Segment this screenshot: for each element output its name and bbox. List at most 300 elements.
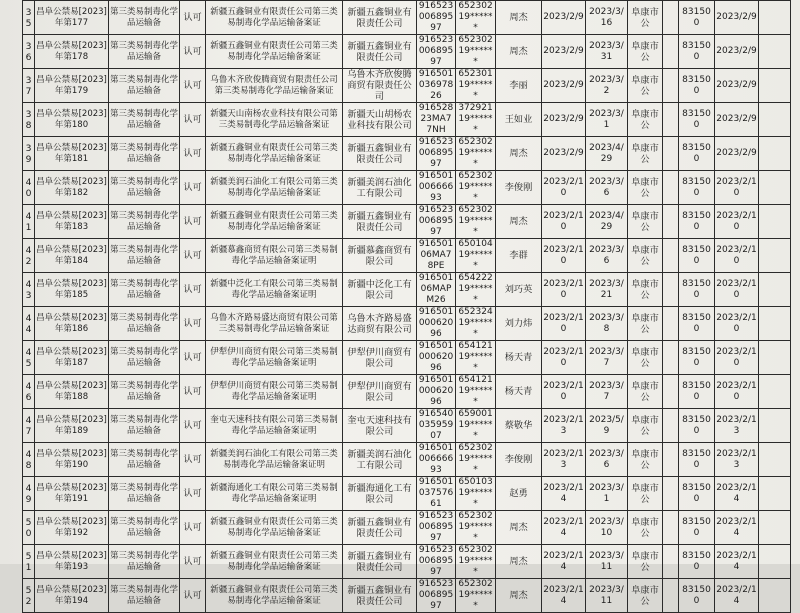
id-number-cell: 65230219****** (456, 579, 496, 613)
permit-type-cell: 认可 (180, 477, 206, 511)
start-date-cell: 2023/2/13 (542, 443, 586, 477)
start-date-cell: 2023/2/9 (542, 69, 586, 103)
category-cell: 第三类易制毒化学品运输备 (109, 545, 180, 579)
id-number-cell: 65900119****** (456, 409, 496, 443)
agency-cell: 阜康市公 (628, 137, 663, 171)
consignee-cell: 新疆美润石油化工有限公司 (343, 443, 417, 477)
issue-date-cell: 2023/2/10 (715, 341, 759, 375)
agency-cell: 阜康市公 (628, 239, 663, 273)
seq-cell: 38 (23, 103, 35, 137)
seq-cell: 40 (23, 171, 35, 205)
end-date-cell: 2023/3/11 (586, 545, 628, 579)
person-cell: 周杰 (496, 1, 542, 35)
category-cell: 第三类易制毒化学品运输备 (109, 341, 180, 375)
person-cell: 周杰 (496, 511, 542, 545)
blank-cell (663, 1, 679, 35)
credit-code-cell: 91650106MA78PE (417, 239, 456, 273)
id-number-cell: 65412119****** (456, 341, 496, 375)
blank-cell (663, 409, 679, 443)
category-cell: 第三类易制毒化学品运输备 (109, 511, 180, 545)
blank-cell (759, 511, 791, 545)
consignee-cell: 新疆海通化工有限公司 (343, 477, 417, 511)
category-cell: 第三类易制毒化学品运输备 (109, 137, 180, 171)
agency-cell: 阜康市公 (628, 341, 663, 375)
company-cell: 乌鲁木齐路易盛达商贸有限公司第三类易制毒化学品运输备案证 (206, 307, 343, 341)
consignee-cell: 新疆五鑫铜业有限责任公司 (343, 205, 417, 239)
id-number-cell: 65422219****** (456, 273, 496, 307)
company-cell: 新疆海通化工有限公司第三类易制毒化学品运输备案证明 (206, 477, 343, 511)
blank-cell (759, 545, 791, 579)
start-date-cell: 2023/2/14 (542, 511, 586, 545)
company-cell: 新疆五鑫铜业有限责任公司第三类易制毒化学品运输备案证 (206, 511, 343, 545)
table-row (23, 239, 791, 273)
table-body (23, 1, 791, 613)
company-cell: 伊犁伊川商贸有限公司第三类易制毒化学品运输备案证明 (206, 341, 343, 375)
permit-table (22, 0, 791, 613)
seq-cell: 35 (23, 1, 35, 35)
issue-date-cell: 2023/2/10 (715, 171, 759, 205)
id-number-cell: 65230219****** (456, 171, 496, 205)
company-cell: 新疆天山南杨农业科技有限公司第三类易制毒化学品运输备案证 (206, 103, 343, 137)
consignee-cell: 新疆中泛化工有限公司 (343, 273, 417, 307)
postal-code-cell: 831500 (679, 375, 715, 409)
start-date-cell: 2023/2/10 (542, 307, 586, 341)
table-row (23, 69, 791, 103)
blank-cell (663, 579, 679, 613)
table-row (23, 545, 791, 579)
permit-number-cell: 昌阜公禁易[2023]年第179 (35, 69, 109, 103)
blank-cell (663, 69, 679, 103)
consignee-cell: 伊犁伊川商贸有限公司 (343, 341, 417, 375)
issue-date-cell: 2023/2/13 (715, 409, 759, 443)
company-cell: 新疆五鑫铜业有限责任公司第三类易制毒化学品运输备案证 (206, 205, 343, 239)
seq-cell: 45 (23, 341, 35, 375)
id-number-cell: 65230219****** (456, 35, 496, 69)
credit-code-cell: 91654003595907 (417, 409, 456, 443)
start-date-cell: 2023/2/10 (542, 375, 586, 409)
credit-code-cell: 91650100062096 (417, 375, 456, 409)
blank-cell (663, 477, 679, 511)
blank-cell (663, 307, 679, 341)
permit-type-cell: 认可 (180, 171, 206, 205)
end-date-cell: 2023/3/8 (586, 307, 628, 341)
end-date-cell: 2023/3/10 (586, 511, 628, 545)
agency-cell: 阜康市公 (628, 171, 663, 205)
table-row (23, 205, 791, 239)
consignee-cell: 新疆五鑫铜业有限责任公司 (343, 579, 417, 613)
issue-date-cell: 2023/2/14 (715, 545, 759, 579)
agency-cell: 阜康市公 (628, 1, 663, 35)
issue-date-cell: 2023/2/10 (715, 205, 759, 239)
postal-code-cell: 831500 (679, 579, 715, 613)
seq-cell: 48 (23, 443, 35, 477)
issue-date-cell: 2023/2/10 (715, 375, 759, 409)
start-date-cell: 2023/2/10 (542, 341, 586, 375)
id-number-cell: 65230219****** (456, 443, 496, 477)
category-cell: 第三类易制毒化学品运输备 (109, 69, 180, 103)
permit-type-cell: 认可 (180, 103, 206, 137)
table-row (23, 35, 791, 69)
seq-cell: 43 (23, 273, 35, 307)
start-date-cell: 2023/2/14 (542, 477, 586, 511)
credit-code-cell: 91652300689597 (417, 511, 456, 545)
credit-code-cell: 91652300689597 (417, 1, 456, 35)
end-date-cell: 2023/4/29 (586, 137, 628, 171)
table-row (23, 409, 791, 443)
category-cell: 第三类易制毒化学品运输备 (109, 1, 180, 35)
permit-number-cell: 昌阜公禁易[2023]年第180 (35, 103, 109, 137)
table-row (23, 307, 791, 341)
seq-cell: 51 (23, 545, 35, 579)
issue-date-cell: 2023/2/14 (715, 579, 759, 613)
id-number-cell: 65230119****** (456, 69, 496, 103)
end-date-cell: 2023/5/9 (586, 409, 628, 443)
credit-code-cell: 91652300689597 (417, 545, 456, 579)
person-cell: 李俊刚 (496, 443, 542, 477)
permit-number-cell: 昌阜公禁易[2023]年第188 (35, 375, 109, 409)
start-date-cell: 2023/2/14 (542, 579, 586, 613)
postal-code-cell: 831500 (679, 307, 715, 341)
start-date-cell: 2023/2/10 (542, 171, 586, 205)
blank-cell (759, 171, 791, 205)
consignee-cell: 新疆五鑫铜业有限责任公司 (343, 545, 417, 579)
permit-number-cell: 昌阜公禁易[2023]年第194 (35, 579, 109, 613)
company-cell: 新疆五鑫铜业有限责任公司第三类易制毒化学品运输备案证 (206, 35, 343, 69)
person-cell: 李丽 (496, 69, 542, 103)
id-number-cell: 65230219****** (456, 137, 496, 171)
company-cell: 新疆中泛化工有限公司第三类易制毒化学品运输备案证明 (206, 273, 343, 307)
person-cell: 周杰 (496, 545, 542, 579)
issue-date-cell: 2023/2/10 (715, 307, 759, 341)
permit-type-cell: 认可 (180, 273, 206, 307)
permit-number-cell: 昌阜公禁易[2023]年第184 (35, 239, 109, 273)
consignee-cell: 新疆五鑫铜业有限责任公司 (343, 35, 417, 69)
consignee-cell: 伊犁伊川商贸有限公司 (343, 375, 417, 409)
id-number-cell: 37292119****** (456, 103, 496, 137)
id-number-cell: 65010419****** (456, 239, 496, 273)
category-cell: 第三类易制毒化学品运输备 (109, 35, 180, 69)
category-cell: 第三类易制毒化学品运输备 (109, 307, 180, 341)
blank-cell (759, 341, 791, 375)
table-row (23, 273, 791, 307)
blank-cell (759, 1, 791, 35)
table-row (23, 171, 791, 205)
blank-cell (759, 307, 791, 341)
blank-cell (759, 239, 791, 273)
postal-code-cell: 831500 (679, 409, 715, 443)
issue-date-cell: 2023/2/14 (715, 477, 759, 511)
start-date-cell: 2023/2/10 (542, 205, 586, 239)
issue-date-cell: 2023/2/10 (715, 273, 759, 307)
end-date-cell: 2023/3/1 (586, 103, 628, 137)
blank-cell (663, 511, 679, 545)
consignee-cell: 新疆五鑫铜业有限责任公司 (343, 511, 417, 545)
credit-code-cell: 91650100062096 (417, 341, 456, 375)
permit-type-cell: 认可 (180, 307, 206, 341)
person-cell: 周杰 (496, 205, 542, 239)
company-cell: 乌鲁木齐欣俊腾商贸有限责任公司第三类易制毒化学品运输备案证 (206, 69, 343, 103)
permit-type-cell: 认可 (180, 443, 206, 477)
blank-cell (759, 443, 791, 477)
seq-cell: 47 (23, 409, 35, 443)
agency-cell: 阜康市公 (628, 579, 663, 613)
blank-cell (663, 35, 679, 69)
consignee-cell: 新疆美润石油化工有限公司 (343, 171, 417, 205)
permit-type-cell: 认可 (180, 545, 206, 579)
start-date-cell: 2023/2/10 (542, 273, 586, 307)
permit-type-cell: 认可 (180, 205, 206, 239)
credit-code-cell: 91652300689597 (417, 579, 456, 613)
permit-number-cell: 昌阜公禁易[2023]年第186 (35, 307, 109, 341)
seq-cell: 39 (23, 137, 35, 171)
id-number-cell: 65412119****** (456, 375, 496, 409)
id-number-cell: 65230219****** (456, 545, 496, 579)
postal-code-cell: 831500 (679, 477, 715, 511)
consignee-cell: 乌鲁木齐路易盛达商贸有限公司 (343, 307, 417, 341)
postal-code-cell: 831500 (679, 205, 715, 239)
category-cell: 第三类易制毒化学品运输备 (109, 273, 180, 307)
blank-cell (759, 375, 791, 409)
agency-cell: 阜康市公 (628, 477, 663, 511)
blank-cell (663, 341, 679, 375)
issue-date-cell: 2023/2/9 (715, 1, 759, 35)
consignee-cell: 新疆慕鑫商贸有限公司 (343, 239, 417, 273)
agency-cell: 阜康市公 (628, 545, 663, 579)
agency-cell: 阜康市公 (628, 443, 663, 477)
issue-date-cell: 2023/2/9 (715, 137, 759, 171)
seq-cell: 36 (23, 35, 35, 69)
consignee-cell: 新疆五鑫铜业有限责任公司 (343, 1, 417, 35)
agency-cell: 阜康市公 (628, 205, 663, 239)
blank-cell (759, 409, 791, 443)
person-cell: 刘巧英 (496, 273, 542, 307)
credit-code-cell: 91650103697826 (417, 69, 456, 103)
start-date-cell: 2023/2/9 (542, 137, 586, 171)
credit-code-cell: 91652300689597 (417, 205, 456, 239)
blank-cell (759, 69, 791, 103)
blank-cell (759, 35, 791, 69)
postal-code-cell: 831500 (679, 137, 715, 171)
postal-code-cell: 831500 (679, 103, 715, 137)
company-cell: 新疆美润石油化工有限公司第三类易制毒化学品运输备案证明 (206, 443, 343, 477)
person-cell: 周杰 (496, 579, 542, 613)
end-date-cell: 2023/3/21 (586, 273, 628, 307)
agency-cell: 阜康市公 (628, 103, 663, 137)
permit-number-cell: 昌阜公禁易[2023]年第189 (35, 409, 109, 443)
permit-number-cell: 昌阜公禁易[2023]年第183 (35, 205, 109, 239)
company-cell: 新疆五鑫铜业有限责任公司第三类易制毒化学品运输备案证 (206, 579, 343, 613)
table-row (23, 511, 791, 545)
company-cell: 新疆慕鑫商贸有限公司第三类易制毒化学品运输备案证明 (206, 239, 343, 273)
end-date-cell: 2023/3/1 (586, 477, 628, 511)
seq-cell: 50 (23, 511, 35, 545)
person-cell: 蔡敬华 (496, 409, 542, 443)
blank-cell (759, 205, 791, 239)
blank-cell (663, 375, 679, 409)
credit-code-cell: 91652823MA77NH (417, 103, 456, 137)
person-cell: 杨天青 (496, 341, 542, 375)
person-cell: 周杰 (496, 137, 542, 171)
table-row (23, 341, 791, 375)
start-date-cell: 2023/2/9 (542, 103, 586, 137)
postal-code-cell: 831500 (679, 273, 715, 307)
credit-code-cell: 91652300689597 (417, 137, 456, 171)
permit-type-cell: 认可 (180, 579, 206, 613)
agency-cell: 阜康市公 (628, 375, 663, 409)
permit-number-cell: 昌阜公禁易[2023]年第185 (35, 273, 109, 307)
blank-cell (663, 273, 679, 307)
person-cell: 周杰 (496, 35, 542, 69)
issue-date-cell: 2023/2/9 (715, 69, 759, 103)
id-number-cell: 65230219****** (456, 205, 496, 239)
credit-code-cell: 91652300689597 (417, 35, 456, 69)
start-date-cell: 2023/2/13 (542, 409, 586, 443)
permit-type-cell: 认可 (180, 137, 206, 171)
permit-number-cell: 昌阜公禁易[2023]年第193 (35, 545, 109, 579)
permit-number-cell: 昌阜公禁易[2023]年第191 (35, 477, 109, 511)
person-cell: 李俊刚 (496, 171, 542, 205)
issue-date-cell: 2023/2/9 (715, 103, 759, 137)
permit-type-cell: 认可 (180, 239, 206, 273)
category-cell: 第三类易制毒化学品运输备 (109, 579, 180, 613)
postal-code-cell: 831500 (679, 341, 715, 375)
start-date-cell: 2023/2/9 (542, 1, 586, 35)
company-cell: 奎屯天速科技有限公司第三类易制毒化学品运输备案证明 (206, 409, 343, 443)
seq-cell: 41 (23, 205, 35, 239)
postal-code-cell: 831500 (679, 35, 715, 69)
category-cell: 第三类易制毒化学品运输备 (109, 239, 180, 273)
table-row (23, 375, 791, 409)
category-cell: 第三类易制毒化学品运输备 (109, 171, 180, 205)
id-number-cell: 65010319****** (456, 477, 496, 511)
id-number-cell: 65230219****** (456, 511, 496, 545)
company-cell: 新疆五鑫铜业有限责任公司第三类易制毒化学品运输备案证 (206, 1, 343, 35)
issue-date-cell: 2023/2/9 (715, 35, 759, 69)
table-row (23, 477, 791, 511)
company-cell: 伊犁伊川商贸有限公司第三类易制毒化学品运输备案证明 (206, 375, 343, 409)
start-date-cell: 2023/2/9 (542, 35, 586, 69)
issue-date-cell: 2023/2/10 (715, 239, 759, 273)
category-cell: 第三类易制毒化学品运输备 (109, 409, 180, 443)
consignee-cell: 新疆五鑫铜业有限责任公司 (343, 137, 417, 171)
credit-code-cell: 91650106MAPM26 (417, 273, 456, 307)
seq-cell: 37 (23, 69, 35, 103)
end-date-cell: 2023/3/6 (586, 171, 628, 205)
blank-cell (663, 205, 679, 239)
blank-cell (759, 273, 791, 307)
id-number-cell: 65232419****** (456, 307, 496, 341)
permit-type-cell: 认可 (180, 375, 206, 409)
start-date-cell: 2023/2/14 (542, 545, 586, 579)
end-date-cell: 2023/3/31 (586, 35, 628, 69)
category-cell: 第三类易制毒化学品运输备 (109, 443, 180, 477)
seq-cell: 44 (23, 307, 35, 341)
company-cell: 新疆五鑫铜业有限责任公司第三类易制毒化学品运输备案证 (206, 137, 343, 171)
end-date-cell: 2023/4/29 (586, 205, 628, 239)
postal-code-cell: 831500 (679, 511, 715, 545)
postal-code-cell: 831500 (679, 239, 715, 273)
postal-code-cell: 831500 (679, 1, 715, 35)
end-date-cell: 2023/3/7 (586, 375, 628, 409)
blank-cell (663, 171, 679, 205)
permit-type-cell: 认可 (180, 35, 206, 69)
permit-type-cell: 认可 (180, 511, 206, 545)
seq-cell: 52 (23, 579, 35, 613)
credit-code-cell: 91650100666693 (417, 443, 456, 477)
seq-cell: 42 (23, 239, 35, 273)
postal-code-cell: 831500 (679, 545, 715, 579)
person-cell: 赵勇 (496, 477, 542, 511)
blank-cell (663, 239, 679, 273)
issue-date-cell: 2023/2/14 (715, 511, 759, 545)
table-row (23, 443, 791, 477)
category-cell: 第三类易制毒化学品运输备 (109, 477, 180, 511)
permit-type-cell: 认可 (180, 1, 206, 35)
person-cell: 李群 (496, 239, 542, 273)
end-date-cell: 2023/3/2 (586, 69, 628, 103)
category-cell: 第三类易制毒化学品运输备 (109, 375, 180, 409)
end-date-cell: 2023/3/6 (586, 443, 628, 477)
postal-code-cell: 831500 (679, 171, 715, 205)
agency-cell: 阜康市公 (628, 273, 663, 307)
permit-type-cell: 认可 (180, 341, 206, 375)
table-row (23, 579, 791, 613)
blank-cell (663, 103, 679, 137)
person-cell: 杨天青 (496, 375, 542, 409)
table-row (23, 137, 791, 171)
end-date-cell: 2023/3/6 (586, 239, 628, 273)
credit-code-cell: 91650100062096 (417, 307, 456, 341)
table-row (23, 1, 791, 35)
end-date-cell: 2023/3/7 (586, 341, 628, 375)
blank-cell (663, 545, 679, 579)
person-cell: 刘力炜 (496, 307, 542, 341)
credit-code-cell: 91650103757661 (417, 477, 456, 511)
permit-type-cell: 认可 (180, 409, 206, 443)
table-row (23, 103, 791, 137)
person-cell: 王如业 (496, 103, 542, 137)
issue-date-cell: 2023/2/13 (715, 443, 759, 477)
permit-number-cell: 昌阜公禁易[2023]年第182 (35, 171, 109, 205)
blank-cell (759, 579, 791, 613)
company-cell: 新疆美润石油化工有限公司第三类易制毒化学品运输备案证 (206, 171, 343, 205)
seq-cell: 46 (23, 375, 35, 409)
start-date-cell: 2023/2/10 (542, 239, 586, 273)
consignee-cell: 新疆天山胡杨农业科技有限公司 (343, 103, 417, 137)
agency-cell: 阜康市公 (628, 511, 663, 545)
agency-cell: 阜康市公 (628, 307, 663, 341)
postal-code-cell: 831500 (679, 443, 715, 477)
id-number-cell: 65230219****** (456, 1, 496, 35)
permit-number-cell: 昌阜公禁易[2023]年第190 (35, 443, 109, 477)
end-date-cell: 2023/3/16 (586, 1, 628, 35)
agency-cell: 阜康市公 (628, 35, 663, 69)
blank-cell (759, 477, 791, 511)
blank-cell (663, 443, 679, 477)
permit-number-cell: 昌阜公禁易[2023]年第187 (35, 341, 109, 375)
permit-type-cell: 认可 (180, 69, 206, 103)
seq-cell: 49 (23, 477, 35, 511)
postal-code-cell: 831500 (679, 69, 715, 103)
category-cell: 第三类易制毒化学品运输备 (109, 103, 180, 137)
permit-number-cell: 昌阜公禁易[2023]年第181 (35, 137, 109, 171)
permit-number-cell: 昌阜公禁易[2023]年第177 (35, 1, 109, 35)
consignee-cell: 奎屯天速科技有限公司 (343, 409, 417, 443)
credit-code-cell: 91650100666693 (417, 171, 456, 205)
blank-cell (759, 137, 791, 171)
agency-cell: 阜康市公 (628, 409, 663, 443)
consignee-cell: 乌鲁木齐欣俊腾商贸有限责任公司 (343, 69, 417, 103)
